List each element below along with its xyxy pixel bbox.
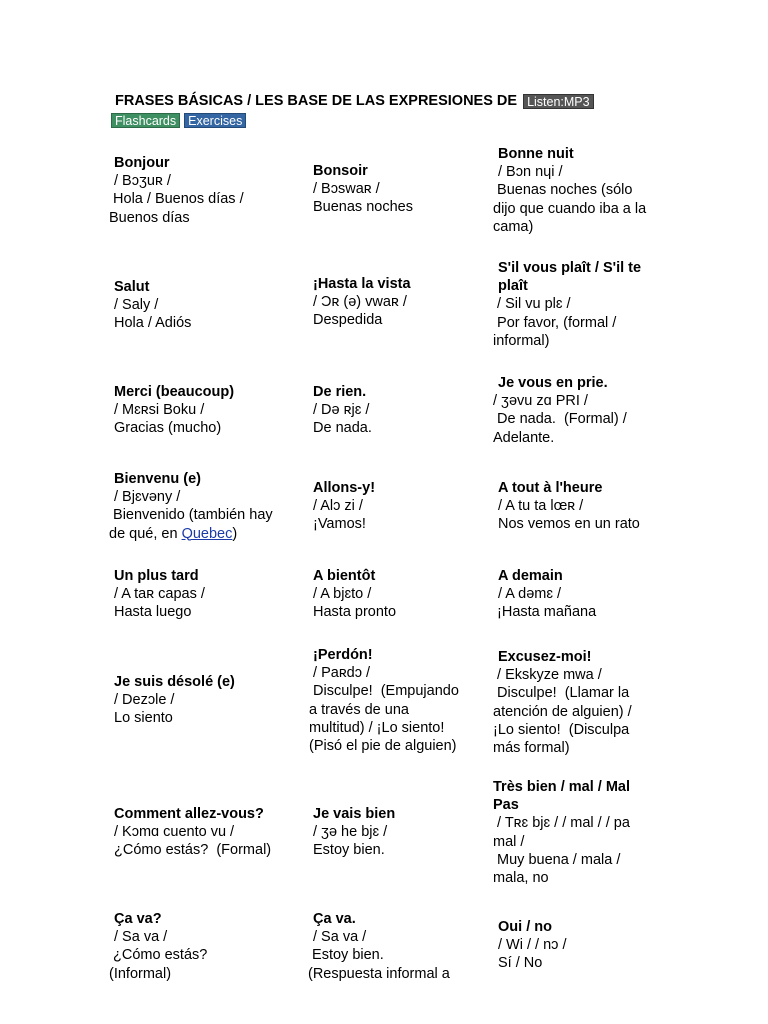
- exercises-button[interactable]: Exercises: [184, 113, 246, 128]
- phrase-pronunciation: / A tu ta lœʀ /: [498, 498, 584, 515]
- phrase-entry: [114, 278, 191, 333]
- phrase-pronunciation: / ʒəvu zɑ PRI /: [493, 393, 588, 410]
- phrase-term: ¡Hasta la vista: [313, 276, 411, 292]
- phrase-translation: Hasta luego: [114, 604, 192, 621]
- phrase-term: Allons-y!: [313, 480, 376, 496]
- phrase-term: Je suis désolé (e): [114, 674, 235, 690]
- phrase-entry: [498, 918, 566, 973]
- phrase-pronunciation: / Sa va /: [313, 929, 367, 946]
- phrase-entry: [109, 470, 273, 543]
- phrase-translation: Bienvenido (también hay de qué, en Quebec): [109, 507, 273, 542]
- phrase-translation: ¡Hasta mañana: [493, 604, 597, 621]
- phrase-translation: De nada.: [313, 420, 372, 437]
- phrase-translation: Por favor, (formal / informal): [493, 314, 617, 349]
- phrase-entry: [493, 778, 630, 887]
- phrase-term: A tout à l'heure: [498, 480, 603, 496]
- phrase-term: Bonsoir: [313, 163, 368, 179]
- phrase-entry: [114, 383, 234, 438]
- phrase-term: Oui / no: [498, 919, 552, 935]
- phrase-translation: Disculpe! (Llamar la atención de alguien) / ¡Lo siento! (Disculpa más formal): [493, 685, 632, 757]
- phrase-entry: [313, 567, 396, 622]
- phrase-pronunciation: / ʒə he bjɛ /: [313, 824, 388, 841]
- phrase-translation: Nos vemos en un rato: [498, 516, 640, 533]
- phrase-term: Bonne nuit: [498, 146, 574, 162]
- phrase-entry: [114, 805, 271, 860]
- phrase-pronunciation: / Də ʀjɛ /: [313, 402, 370, 419]
- phrase-translation: Buenas noches (sólo dijo que cuando iba a la cama): [493, 182, 647, 235]
- phrase-translation: Buenas noches: [313, 199, 413, 216]
- phrase-entry: [308, 910, 450, 983]
- phrase-term: Bienvenu (e): [114, 471, 202, 487]
- phrase-translation: Disculpe! (Empujando a través de una multitud) / ¡Lo siento! (Pisó el pie de alguien): [309, 683, 459, 755]
- phrase-translation: Hasta pronto: [313, 604, 397, 621]
- phrase-entry: [313, 162, 413, 217]
- phrase-pronunciation: / Paʀdɔ /: [309, 665, 371, 682]
- phrase-pronunciation: / Bɔswaʀ /: [313, 181, 380, 198]
- phrase-term: A demain: [498, 568, 563, 584]
- phrase-term: Je vous en prie.: [498, 375, 608, 391]
- phrase-pronunciation: / Dezɔle /: [114, 692, 175, 709]
- phrase-pronunciation: / Bɔʒuʀ /: [114, 173, 171, 190]
- phrase-pronunciation: / Bjɛvəny /: [114, 489, 181, 506]
- phrase-translation: Hola / Buenos días / Buenos días: [109, 191, 244, 226]
- phrase-pronunciation: / Sa va /: [114, 929, 168, 946]
- phrase-entry: [493, 648, 632, 757]
- phrase-pronunciation: / A taʀ capas /: [114, 586, 205, 603]
- page-title: [115, 93, 594, 109]
- phrase-translation: De nada. (Formal) / Adelante.: [493, 411, 627, 446]
- phrase-pronunciation: / Sil vu plɛ /: [493, 296, 571, 313]
- quebec-link[interactable]: Quebec: [181, 525, 233, 542]
- phrase-entry: [114, 567, 205, 622]
- study-buttons: [111, 113, 246, 128]
- phrase-entry: [493, 567, 597, 622]
- phrase-entry: [313, 479, 375, 534]
- phrase-term: Bonjour: [114, 155, 170, 171]
- phrase-term: Comment allez-vous?: [114, 806, 264, 822]
- phrase-translation: Muy buena / mala / mala, no: [493, 851, 621, 887]
- title-text: FRASES BÁSICAS / LES BASE DE LAS EXPRESIONES DE: [115, 93, 518, 109]
- phrase-term: S'il vous plaît / S'il te plaît: [498, 260, 642, 295]
- phrase-term: A bientôt: [313, 568, 376, 584]
- phrase-pronunciation: / Kɔmɑ cuento vu /: [114, 824, 235, 841]
- phrase-term: Très bien / mal / Mal Pas: [493, 779, 630, 814]
- phrase-translation: Despedida: [313, 312, 383, 329]
- phrase-translation: ¿Cómo estás? (Formal): [114, 842, 272, 859]
- phrase-term: Salut: [114, 279, 150, 295]
- phrase-term: De rien.: [313, 384, 367, 400]
- phrase-pronunciation: / Saly /: [114, 297, 159, 314]
- listen-mp3-button[interactable]: Listen:MP3: [523, 94, 594, 109]
- phrase-translation: Sí / No: [498, 955, 543, 972]
- phrase-translation: Estoy bien. (Respuesta informal a: [308, 947, 450, 982]
- phrase-term: ¡Perdón!: [313, 647, 373, 663]
- phrase-entry: [109, 910, 208, 983]
- phrase-pronunciation: / Bɔn nɥi /: [498, 164, 563, 181]
- phrase-translation: Hola / Adiós: [114, 315, 192, 332]
- phrase-translation: Gracias (mucho): [114, 420, 222, 437]
- phrase-pronunciation: / Tʀɛ bjɛ / / mal / / pa mal /: [493, 815, 630, 850]
- phrase-pronunciation: / A dəmɛ /: [498, 586, 562, 603]
- phrase-entry: [313, 275, 411, 330]
- phrase-entry: [313, 383, 372, 438]
- phrase-term: Ça va?: [114, 911, 162, 927]
- phrase-entry: [114, 673, 235, 728]
- phrase-pronunciation: / Alɔ zi /: [313, 498, 363, 515]
- phrase-translation: ¿Cómo estás? (Informal): [109, 947, 208, 982]
- phrase-entry: [109, 154, 244, 227]
- phrase-translation: Lo siento: [114, 710, 173, 727]
- phrase-term: Je vais bien: [313, 806, 396, 822]
- flashcards-button[interactable]: Flashcards: [111, 113, 180, 128]
- phrase-translation: ¡Vamos!: [313, 516, 366, 533]
- phrase-pronunciation: / Ekskyze mwa /: [493, 667, 602, 684]
- phrase-pronunciation: / Mɛʀsi Boku /: [114, 402, 205, 419]
- phrase-term: Merci (beaucoup): [114, 384, 235, 400]
- phrase-pronunciation: / A bjɛto /: [313, 586, 372, 603]
- phrase-term: Excusez-moi!: [498, 649, 592, 665]
- phrase-translation: Estoy bien.: [313, 842, 385, 859]
- phrase-entry: [309, 646, 459, 755]
- phrase-entry: [493, 259, 641, 350]
- phrase-pronunciation: / Ɔʀ (ə) vwaʀ /: [313, 294, 407, 311]
- phrase-entry: [313, 805, 395, 860]
- phrase-entry: [498, 479, 640, 534]
- phrase-entry: [493, 145, 646, 236]
- phrase-term: Ça va.: [313, 911, 356, 927]
- phrase-term: Un plus tard: [114, 568, 199, 584]
- phrase-entry: [493, 374, 627, 447]
- phrase-pronunciation: / Wi / / nɔ /: [498, 937, 567, 954]
